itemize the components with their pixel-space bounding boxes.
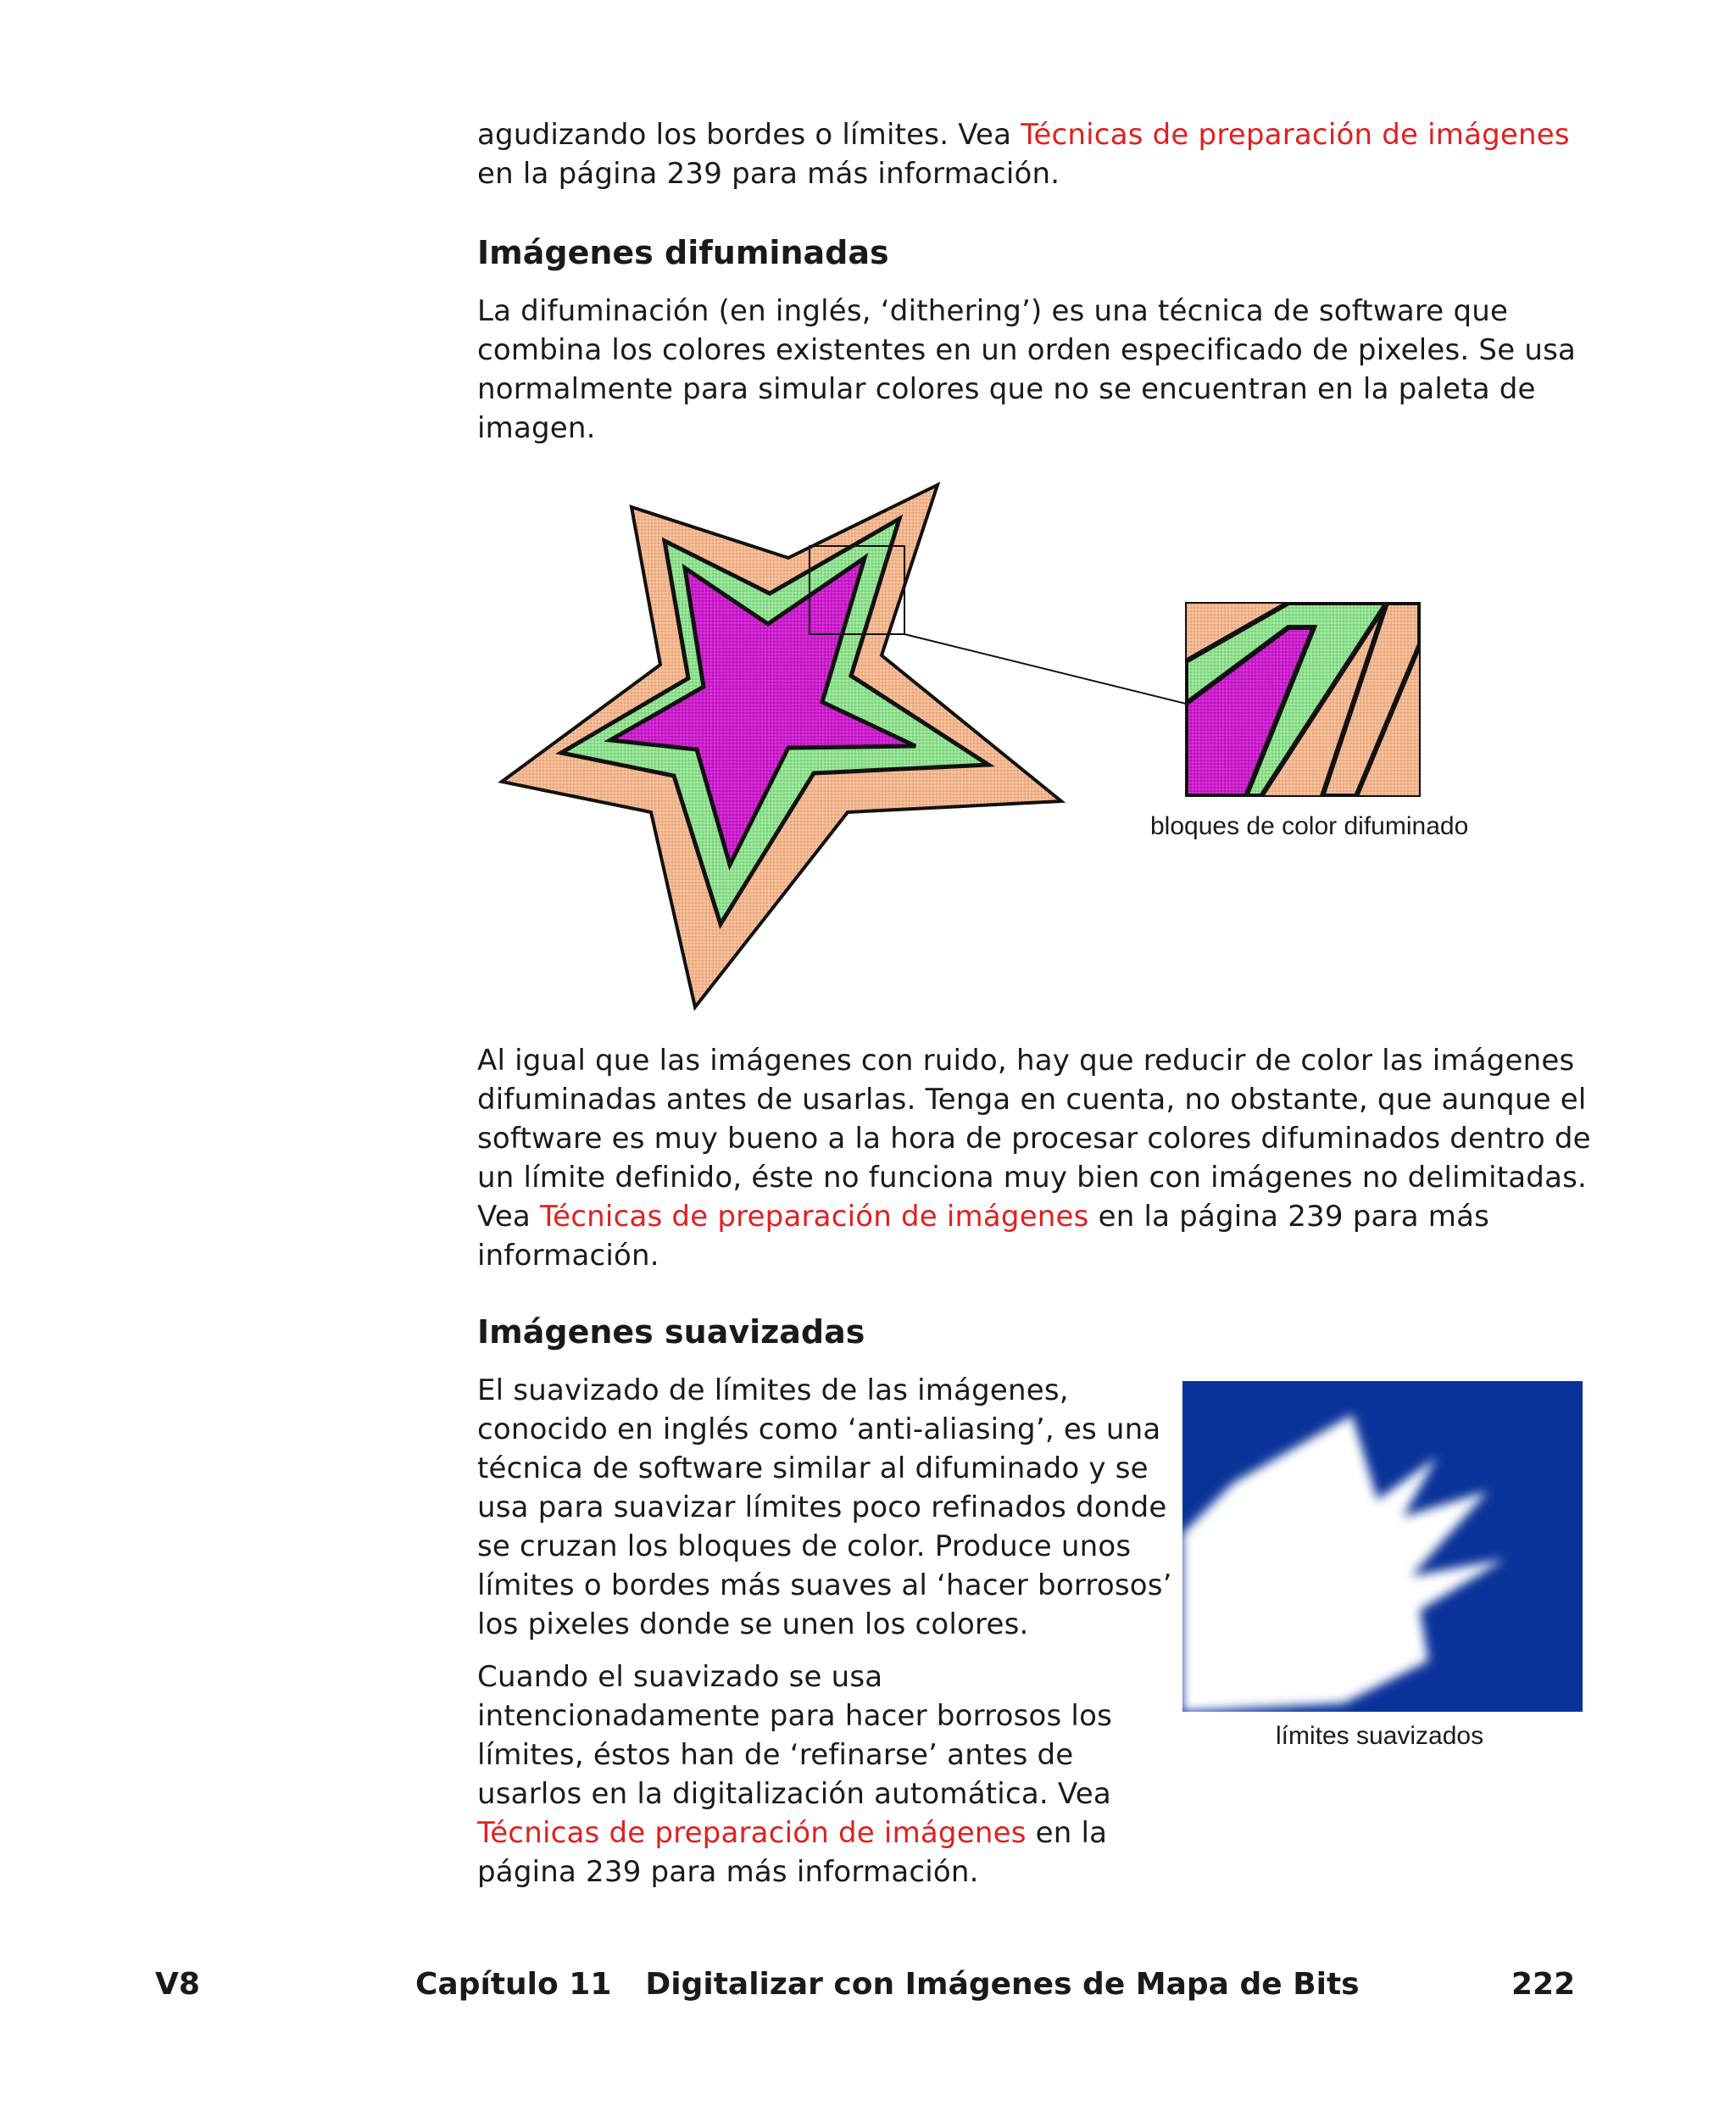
footer-chapter-title: Digitalizar con Imágenes de Mapa de Bits [645, 1967, 1360, 2002]
intro-text: agudizando los bordes o límites. Vea [477, 118, 1021, 152]
star-shape [502, 485, 1061, 1007]
zoom-detail-box [1186, 603, 1420, 796]
footer-chapter-number: Capítulo 11 [415, 1967, 612, 2002]
heading-dithered: Imágenes difuminadas [477, 234, 889, 271]
antialias-paragraph-1: El suavizado de límites de las imágenes, conocido en inglés como ‘anti-aliasing’, es una técnica de software similar al difuminado y se usa para suavizar límites poco refinados donde se cruzan los bloques de color. Produce unos límites o bordes más suaves al ‘hacer borrosos’ los pixeles donde se unen los colores. [477, 1373, 1172, 1641]
antialias-link[interactable]: Técnicas de preparación de imágenes [477, 1816, 1027, 1850]
footer-version: V8 [155, 1967, 200, 2002]
footer-chapter [415, 1965, 1360, 2004]
dithered-link[interactable]: Técnicas de preparación de imágenes [539, 1200, 1089, 1234]
intro-link[interactable]: Técnicas de preparación de imágenes [1021, 118, 1570, 152]
dithered-paragraph-2: Al igual que las imágenes con ruido, hay que reducir de color las imágenes difuminadas antes de usarlas. Tenga en cuenta, no obstante, que aunque el software es muy bueno a la hora de procesar colores difuminados dentro de un límite definido, éste no funciona muy bien con imágenes no delimitadas. Vea Técnicas de preparación de imágenes en la página 239 para más información. [477, 1044, 1591, 1273]
antialiased-figure [1182, 1381, 1583, 1712]
antialiased-caption: límites suavizados [1276, 1722, 1484, 1750]
antialias-paragraph-2: Cuando el suavizado se usa intencionadamente para hacer borrosos los límites, éstos han de ‘refinarse’ antes de usarlos en la digitalización automática. Vea Técnicas de preparación de imágenes en la página 239 para más información. [477, 1660, 1112, 1889]
dithering-paragraph: La difuminación (en inglés, ‘dithering’) es una técnica de software que combina los colores existentes en un orden especificado de pixeles. Se usa normalmente para simular colores que no se encuentran en la paleta de imagen. [477, 294, 1577, 445]
heading-antialiased: Imágenes suavizadas [477, 1313, 865, 1351]
intro-text-after: en la página 239 para más información. [477, 157, 1060, 191]
intro-paragraph [477, 115, 1579, 193]
dithered-caption: bloques de color difuminado [1150, 812, 1469, 840]
dithered-star-figure [496, 479, 1496, 1013]
footer-page-number: 222 [1511, 1967, 1576, 2002]
zoom-connector-line [904, 634, 1186, 704]
